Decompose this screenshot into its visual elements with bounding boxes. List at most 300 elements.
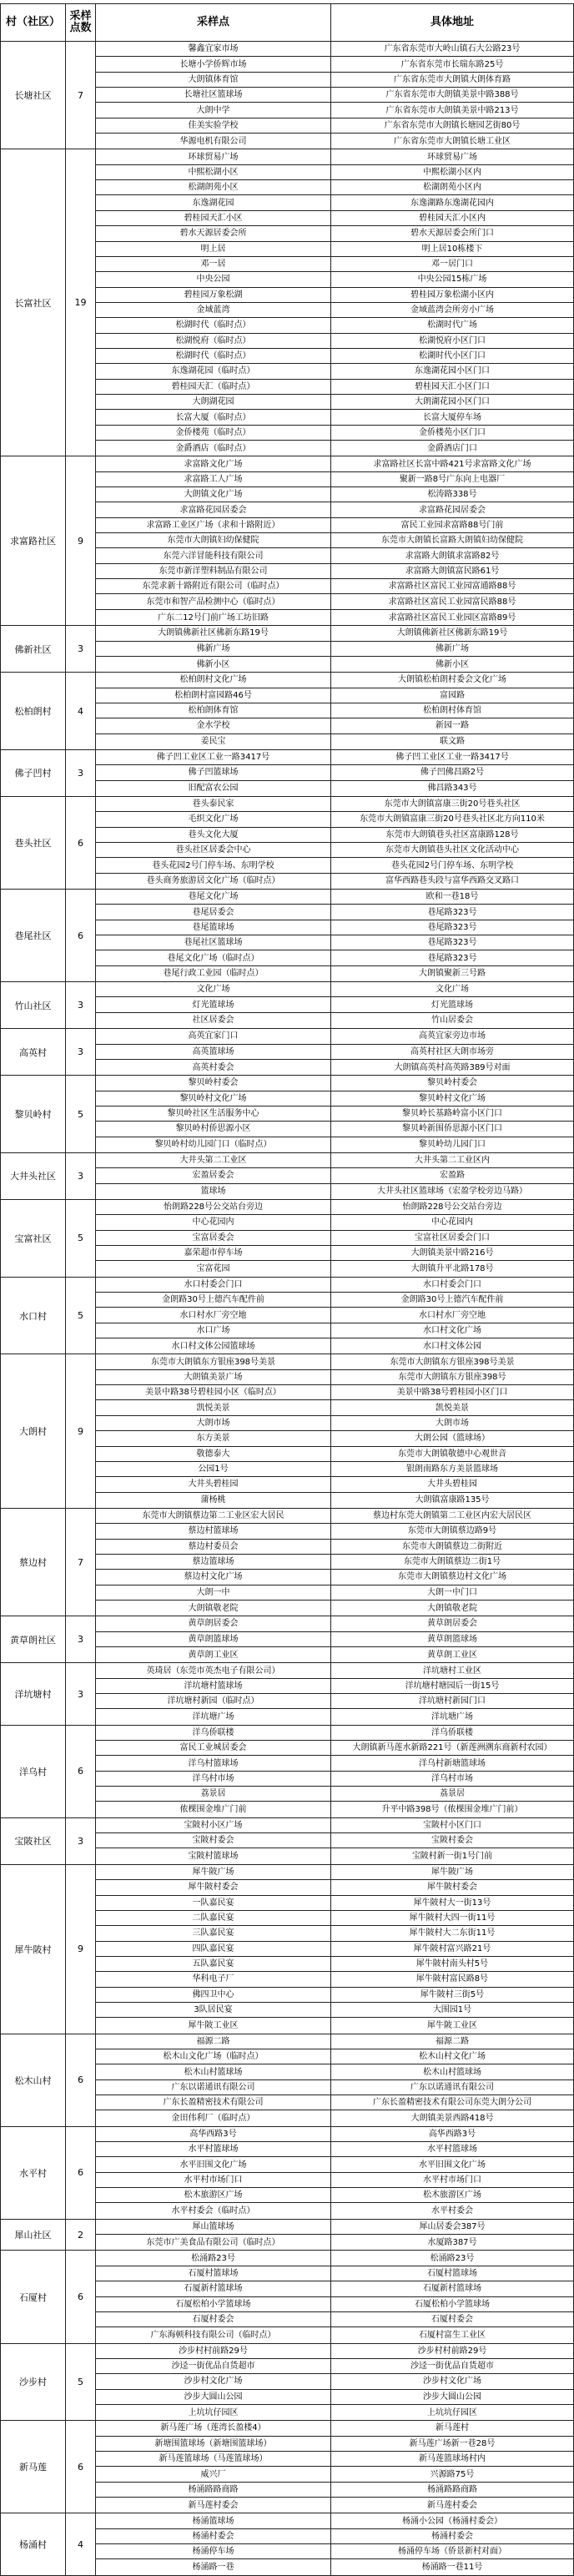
sampling-point: 中熙松湖小区	[96, 165, 331, 179]
village-name: 长塘社区	[1, 42, 66, 149]
table-row	[96, 765, 573, 780]
group-rows	[96, 2344, 573, 2421]
table-row	[96, 2483, 573, 2498]
table-row	[96, 1570, 573, 1585]
sampling-point: 富民工业城居委会	[96, 1741, 331, 1755]
village-name: 松木山村	[1, 2034, 66, 2126]
table-row	[96, 502, 573, 517]
village-group	[1, 2034, 573, 2127]
sampling-point: 巷尾居委会	[96, 905, 331, 919]
table-row	[96, 1957, 573, 1972]
village-group	[1, 673, 573, 750]
sampling-point: 宝富花园	[96, 1261, 331, 1276]
sampling-point: 洋乌村篮球场	[96, 1756, 331, 1770]
group-rows	[96, 2251, 573, 2342]
table-row	[96, 2437, 573, 2452]
sampling-point: 杨涌篮球场	[96, 2513, 331, 2528]
sampling-address: 富华西路巷头段与富华西路交叉路口	[385, 876, 519, 886]
sampling-point: 大朗镇敬老院	[96, 1601, 331, 1616]
sampling-point: 杨涌路路商路	[96, 2483, 331, 2497]
table-row	[96, 1153, 573, 1168]
sampling-point: 巷尾篮球场	[96, 920, 331, 935]
sampling-point: 凯悦美景	[96, 1400, 331, 1414]
sampling-point: 宝陂村委会	[96, 1833, 331, 1848]
sampling-address: 石厦村篮球场	[427, 2269, 477, 2278]
sampling-address: 犀牛陂村三街5号	[420, 1989, 485, 1999]
table-row	[96, 2251, 573, 2266]
table-row	[96, 1308, 573, 1323]
group-rows	[96, 1663, 573, 1724]
village-group	[1, 1726, 573, 1818]
sampling-point: 洋乌村市场	[96, 1772, 331, 1786]
table-row	[96, 1880, 573, 1895]
sampling-point: 蒲杨桃	[96, 1493, 331, 1508]
sampling-point: 广东以诺通讯有限公司	[96, 2080, 331, 2095]
sampling-address: 竹山居委会	[431, 1016, 473, 1026]
sampling-point: 大朗中学	[96, 103, 331, 117]
table-row	[96, 626, 573, 641]
sampling-point: 二队嘉民宴	[96, 1911, 331, 1925]
village-name: 水平村	[1, 2127, 66, 2219]
village-name: 犀牛陂村	[1, 1865, 66, 2034]
table-row	[96, 118, 573, 134]
village-name: 求富路社区	[1, 456, 66, 625]
sampling-address: 中熙松湖小区内	[423, 167, 481, 177]
table-row	[96, 349, 573, 364]
village-name: 巷尾社区	[1, 890, 66, 981]
sampling-address: 高英宜家旁边市场	[419, 1031, 486, 1041]
sampling-address: 大朗湖花园小区门口	[415, 397, 490, 407]
point-count: 6	[66, 2251, 96, 2342]
sampling-point: 求富路文化广场	[96, 456, 331, 471]
table-row	[96, 2110, 573, 2125]
sampling-address: 求富路社区富民工业园区富路89号	[388, 612, 516, 623]
sampling-address: 松湖时代小区门口	[419, 351, 486, 361]
group-rows	[96, 2421, 573, 2513]
sampling-point: 金田伟利厂（临时点）	[96, 2110, 331, 2125]
sampling-address: 中央公园15栋广场	[417, 275, 487, 285]
village-name: 大朗村	[1, 1354, 66, 1507]
sampling-point: 松木山文化广场（临时点）	[96, 2049, 331, 2064]
village-group	[1, 1616, 573, 1663]
table-row	[96, 2173, 573, 2188]
sampling-point: 佛子凹篮球场	[96, 765, 331, 779]
sampling-address: 东莞市大朗镇敬德中心观世音	[398, 1449, 506, 1459]
sampling-point: 公园1号	[96, 1462, 331, 1476]
point-count: 7	[66, 42, 96, 149]
sampling-address: 佛子凹工业区工业一路3417号	[395, 753, 509, 763]
sampling-point: 求富路花园居委会	[96, 502, 331, 517]
sampling-address: 大朗市场	[436, 1418, 469, 1428]
sampling-point: 一队嘉民宴	[96, 1896, 331, 1910]
sampling-point: 碧水天源居委会所	[96, 226, 331, 240]
sampling-address: 东逸湖路东逸湖花园内	[410, 198, 494, 208]
sampling-point: 长塘社区篮球场	[96, 88, 331, 102]
village-name: 洋乌村	[1, 1726, 66, 1817]
sampling-point: 怡朗路228号公交站台旁边	[96, 1200, 331, 1214]
table-row	[96, 1323, 573, 1338]
sampling-address: 求富路社区富民工业园富通路88号	[388, 582, 516, 592]
group-rows	[96, 750, 573, 796]
table-row	[96, 1942, 573, 1957]
table-row	[96, 890, 573, 905]
sampling-address: 洋乌村新塘篮球场	[419, 1758, 486, 1768]
sampling-address: 求富路大朗镇求富路82号	[405, 551, 500, 561]
table-row	[96, 734, 573, 749]
village-name: 黎贝岭村	[1, 1076, 66, 1152]
sampling-point: 四队嘉民宴	[96, 1942, 331, 1956]
table-row	[96, 1616, 573, 1631]
sampling-address: 黎贝岭新围侨思源小区门口	[402, 1124, 502, 1134]
group-rows	[96, 2127, 573, 2219]
group-rows	[96, 673, 573, 749]
sampling-address: 石厦村富生工业区	[419, 2330, 486, 2340]
sampling-address: 东莞市大朗镇巷头社区富康路128号	[385, 829, 519, 839]
table-row	[96, 1447, 573, 1462]
table-row	[96, 2080, 573, 2095]
point-count: 3	[66, 1616, 96, 1662]
table-row	[96, 750, 573, 765]
table-row	[96, 1493, 573, 1508]
table-row	[96, 410, 573, 425]
point-count: 3	[66, 982, 96, 1028]
sampling-point: 大朗市场	[96, 1416, 331, 1430]
sampling-address: 洋坑塘广场	[431, 1712, 473, 1722]
table-row	[96, 1601, 573, 1616]
sampling-point: 松柏朗体育馆	[96, 703, 331, 718]
sampling-address: 松涌路23号	[430, 2253, 475, 2263]
point-count: 6	[66, 890, 96, 981]
sampling-address: 荔景居	[440, 1789, 465, 1799]
sampling-point: 松湖时代（临时点）	[96, 318, 331, 332]
sampling-point: 黎贝岭村侨思源小区	[96, 1122, 331, 1136]
sampling-address: 东莞市大朗镇蔡边村文化广场	[398, 1572, 506, 1582]
sampling-address: 巷尾路323号	[427, 953, 477, 963]
table-row	[96, 1137, 573, 1152]
table-row	[96, 2203, 573, 2218]
table-row	[96, 2359, 573, 2374]
sampling-address: 石厦松柏小学篮球场	[415, 2299, 490, 2309]
village-group	[1, 2344, 573, 2422]
table-row	[96, 1060, 573, 1075]
group-rows	[96, 626, 573, 672]
table-row	[96, 2018, 573, 2033]
table-row	[96, 920, 573, 935]
group-rows	[96, 1616, 573, 1662]
table-row	[96, 2374, 573, 2389]
sampling-point: 金爵酒店（临时点）	[96, 441, 331, 456]
sampling-point: 巷尾行政工业园（临时点）	[96, 966, 331, 981]
sampling-point: 新马莲篮球场（马莲篮球场）	[96, 2452, 331, 2466]
sampling-point: 高华西路3号	[96, 2127, 331, 2141]
sampling-address: 佛昌路343号	[427, 784, 477, 794]
table-row	[96, 1926, 573, 1941]
sampling-address: 宏盈路	[440, 1171, 465, 1181]
sampling-point: 美景中路38号碧桂园小区（临时点）	[96, 1385, 331, 1399]
group-rows	[96, 42, 573, 149]
point-count: 3	[66, 750, 96, 796]
sampling-address: 银朗南路东方美景篮球场	[406, 1464, 498, 1475]
table-row	[96, 950, 573, 965]
table-row	[96, 2127, 573, 2142]
village-group	[1, 982, 573, 1029]
group-rows	[96, 1509, 573, 1616]
table-row	[96, 2421, 573, 2436]
village-group	[1, 1200, 573, 1278]
sampling-point: 福源二路	[96, 2034, 331, 2049]
group-rows	[96, 1029, 573, 1075]
sampling-point: 敬德泰大	[96, 1447, 331, 1461]
table-row	[96, 673, 573, 688]
table-row	[96, 1477, 573, 1492]
sampling-address: 兴源路75号	[430, 2469, 475, 2479]
sampling-address: 求富路大朗镇富民路61号	[405, 566, 500, 576]
sampling-address: 黄草朗居委会	[427, 1619, 477, 1629]
sampling-point: 东莞市大朗镇东方银座398号美景	[96, 1354, 331, 1369]
point-count: 6	[66, 2127, 96, 2219]
sampling-point: 高英村委会	[96, 1060, 331, 1075]
sampling-point: 水口广场	[96, 1323, 331, 1338]
table-row	[96, 1524, 573, 1539]
village-name: 杨涌村	[1, 2513, 66, 2574]
sampling-address: 洋坑塘村工业区	[423, 1666, 481, 1676]
sampling-point: 沙步村村前路29号	[96, 2344, 331, 2358]
village-group	[1, 2220, 573, 2251]
sampling-point: 洋坑塘广场	[96, 1709, 331, 1724]
sampling-point: 碧桂园天汇小区	[96, 211, 331, 225]
group-rows	[96, 1354, 573, 1507]
table-row	[96, 2467, 573, 2482]
sampling-address: 大井头第二工业区内	[415, 1156, 490, 1166]
table-row	[96, 2157, 573, 2172]
table-row	[96, 1013, 573, 1028]
village-name: 松柏朗村	[1, 673, 66, 749]
sampling-point: 求富路工业区广场（求和十路附近）	[96, 518, 331, 532]
sampling-address: 东莞市大朗镇东方银座398号	[398, 1372, 506, 1382]
sampling-address: 杨涌路路商路	[427, 2484, 477, 2494]
village-group	[1, 2127, 573, 2220]
sampling-address: 大朗镇高英村高英路389号对面	[394, 1062, 511, 1072]
sampling-point: 新马莲广场（莲湾长盈楼4）	[96, 2421, 331, 2435]
village-name: 黄草朗社区	[1, 1616, 66, 1662]
sampling-address: 犀牛陂村大二东街11号	[409, 1928, 496, 1938]
table-row	[96, 88, 573, 103]
sampling-point: 金朗路30号上德汽车配件前	[96, 1293, 331, 1307]
village-name: 蔡边村	[1, 1509, 66, 1616]
sampling-address: 水口村文化广场	[423, 1325, 481, 1335]
table-row	[96, 1091, 573, 1107]
sampling-point: 巷头社区居委会中心	[96, 843, 331, 857]
sampling-point: 巷头商务旅游居文化广场（临时点）	[96, 874, 331, 889]
sampling-point: 东莞市和智产品检测中心（临时点）	[96, 594, 331, 608]
sampling-point: 石厦松柏小学篮球场	[96, 2297, 331, 2311]
table-row	[96, 1694, 573, 1709]
table-row	[96, 858, 573, 873]
table-row	[96, 1246, 573, 1261]
table-row	[96, 1679, 573, 1694]
sampling-address: 犀牛陂村大四一街11号	[409, 1913, 496, 1923]
sampling-point: 华科电子厂	[96, 1972, 331, 1986]
village-group	[1, 1153, 573, 1200]
sampling-point: 洋坑塘村新园（临时点）	[96, 1694, 331, 1708]
sampling-point: 水口村文体公园篮球场	[96, 1338, 331, 1354]
sampling-address: 广东以诺通讯有限公司	[410, 2082, 494, 2092]
table-row	[96, 2544, 573, 2559]
sampling-address: 黎贝岭长基路岭富小区门口	[402, 1109, 502, 1119]
sampling-point: 英琦居（东莞市英杰电子有限公司）	[96, 1663, 331, 1677]
sampling-address: 蔡边村东莞大朗镇第二工业区内宏大居民区	[373, 1511, 531, 1521]
sampling-address: 水口村委会门口	[423, 1279, 481, 1289]
table-row	[96, 1709, 573, 1724]
sampling-address: 联文路	[440, 737, 465, 747]
table-row	[96, 2390, 573, 2405]
sampling-point: 碧桂园天汇（临时点）	[96, 380, 331, 394]
sampling-address: 犀牛陂村大一街13号	[413, 1898, 491, 1908]
sampling-point: 新塘围篮球场（新塘围篮球场）	[96, 2437, 331, 2451]
table-row	[96, 1293, 573, 1308]
sampling-address: 富园路	[440, 690, 465, 700]
village-group	[1, 2421, 573, 2513]
table-row	[96, 1076, 573, 1091]
sampling-address: 杨涌村委会	[431, 2531, 473, 2541]
village-group	[1, 890, 573, 982]
table-row	[96, 103, 573, 118]
sampling-point: 上坑坑仔园区	[96, 2405, 331, 2420]
sampling-point: 黎贝岭村委会	[96, 1076, 331, 1090]
village-name: 宝富社区	[1, 1200, 66, 1277]
table-row	[96, 657, 573, 672]
sampling-address: 杨涌停车场（侨景新村对面）	[398, 2547, 506, 2557]
table-row	[96, 2498, 573, 2513]
sampling-point: 石厦村篮球场	[96, 2266, 331, 2281]
sampling-point: 蔡边村篮球场	[96, 1524, 331, 1538]
sampling-point: 3队居民宴	[96, 2003, 331, 2017]
village-name: 佛新社区	[1, 626, 66, 672]
sampling-point: 中央公园	[96, 272, 331, 286]
table-row	[96, 380, 573, 395]
sampling-address: 上坑坑仔园区	[427, 2407, 477, 2417]
sampling-address: 水平村市场门口	[423, 2175, 481, 2185]
village-name: 大井头社区	[1, 1153, 66, 1199]
sampling-address: 巷尾路323号	[427, 922, 477, 932]
sampling-point: 碧桂园万象松湖	[96, 288, 331, 302]
sampling-address: 水平旧围文化广场	[419, 2160, 486, 2170]
village-name: 竹山社区	[1, 982, 66, 1028]
group-rows	[96, 982, 573, 1028]
sampling-point: 巷头文化大厦	[96, 828, 331, 842]
table-row	[96, 1400, 573, 1415]
village-group	[1, 1509, 573, 1616]
sampling-point: 大朗一中	[96, 1585, 331, 1600]
sampling-address: 巷尾路323号	[427, 907, 477, 917]
sampling-point: 宝富居委会	[96, 1231, 331, 1245]
sampling-point: 蔡边村委员会	[96, 1540, 331, 1554]
sampling-point: 新马莲村委会	[96, 2498, 331, 2513]
table-row	[96, 242, 573, 257]
table-row	[96, 441, 573, 456]
village-group	[1, 2513, 573, 2575]
sampling-address: 升平中路398号（侬棵围金堆广门前）	[381, 1805, 523, 1815]
sampling-address: 高华西路3号	[428, 2129, 476, 2139]
table-row	[96, 564, 573, 579]
sampling-point: 杨涌停车场	[96, 2544, 331, 2558]
sampling-address: 碧水天源居委会所门口	[410, 229, 494, 239]
village-group	[1, 797, 573, 890]
village-name: 犀山社区	[1, 2220, 66, 2251]
sampling-point: 广东海顿科技有限公司（临时点）	[96, 2327, 331, 2342]
sampling-address: 黎贝岭幼儿园门口	[419, 1140, 486, 1150]
sampling-address: 聚新一路8号广东向上电器厂	[399, 474, 506, 484]
header-point: 采样点	[96, 4, 331, 41]
sampling-point: 佛四卫中心	[96, 1988, 331, 2002]
group-rows	[96, 2513, 573, 2574]
table-row	[96, 688, 573, 703]
group-rows	[96, 797, 573, 889]
sampling-address: 洋乌侨联楼	[431, 1727, 473, 1737]
sampling-point: 灯光篮球场	[96, 997, 331, 1011]
sampling-address: 大朗一中门口	[427, 1587, 477, 1597]
sampling-point: 佛子凹工业区工业一路3417号	[96, 750, 331, 764]
table-row	[96, 334, 573, 349]
sampling-address: 杨涌路一巷11号	[421, 2563, 483, 2573]
sampling-point: 明上居	[96, 242, 331, 256]
header-address: 具体地址	[430, 16, 474, 28]
sampling-address: 松涛路338号	[427, 490, 477, 500]
sampling-address: 新马莲篮球场村内	[419, 2454, 486, 2464]
sampling-address: 沙步村文化广场	[423, 2377, 481, 2387]
village-group	[1, 149, 573, 456]
sampling-address: 文化广场	[436, 985, 469, 995]
table-row	[96, 2095, 573, 2110]
sampling-address: 中心花园内	[431, 1217, 473, 1228]
sampling-point: 社区居委会	[96, 1013, 331, 1028]
sampling-point: 高英宜家门口	[96, 1029, 331, 1043]
table-row	[96, 1540, 573, 1555]
sampling-address: 大朗镇聚新三号路	[419, 969, 486, 979]
point-count: 3	[66, 1153, 96, 1199]
village-group	[1, 626, 573, 673]
point-count: 4	[66, 673, 96, 749]
sampling-address: 福源二路	[436, 2036, 469, 2046]
sampling-address: 金朗路30号上德汽车配件前	[400, 1295, 504, 1305]
sampling-point: 松柏朗村富园路46号	[96, 688, 331, 703]
sampling-point: 大朗镇文化广场	[96, 487, 331, 502]
sampling-address: 大朗镇新马莲水新路221号（新莲洲溯东商新村农园）	[352, 1743, 552, 1753]
sampling-address: 石厦新村篮球场	[423, 2284, 481, 2294]
table-row	[96, 781, 573, 796]
sampling-point: 石厦村委会	[96, 2312, 331, 2326]
table-row	[96, 1431, 573, 1446]
table-row	[96, 165, 573, 180]
sampling-address: 金侨楼苑小区门口	[419, 427, 486, 437]
sampling-address: 东莞市大朗镇蔡边二街附近	[402, 1541, 502, 1551]
sampling-address: 宝陂村委会	[431, 1836, 473, 1846]
village-group	[1, 1818, 573, 1865]
sampling-address: 犀山居委会387号	[419, 2221, 486, 2231]
village-name: 巷头社区	[1, 797, 66, 889]
sampling-address: 大朗镇升平北路178号	[410, 1264, 494, 1273]
table-row	[96, 472, 573, 487]
sampling-point: 东方美景	[96, 1431, 331, 1445]
table-row	[96, 1370, 573, 1385]
sampling-address: 大井头碧桂园	[427, 1480, 477, 1490]
table-frame	[0, 3, 574, 2576]
table-row	[96, 610, 573, 625]
sampling-address: 松木山村篮球场	[423, 2067, 481, 2077]
sampling-point: 宝陂村篮球场	[96, 1848, 331, 1863]
point-count: 6	[66, 1726, 96, 1817]
table-row	[96, 1647, 573, 1662]
